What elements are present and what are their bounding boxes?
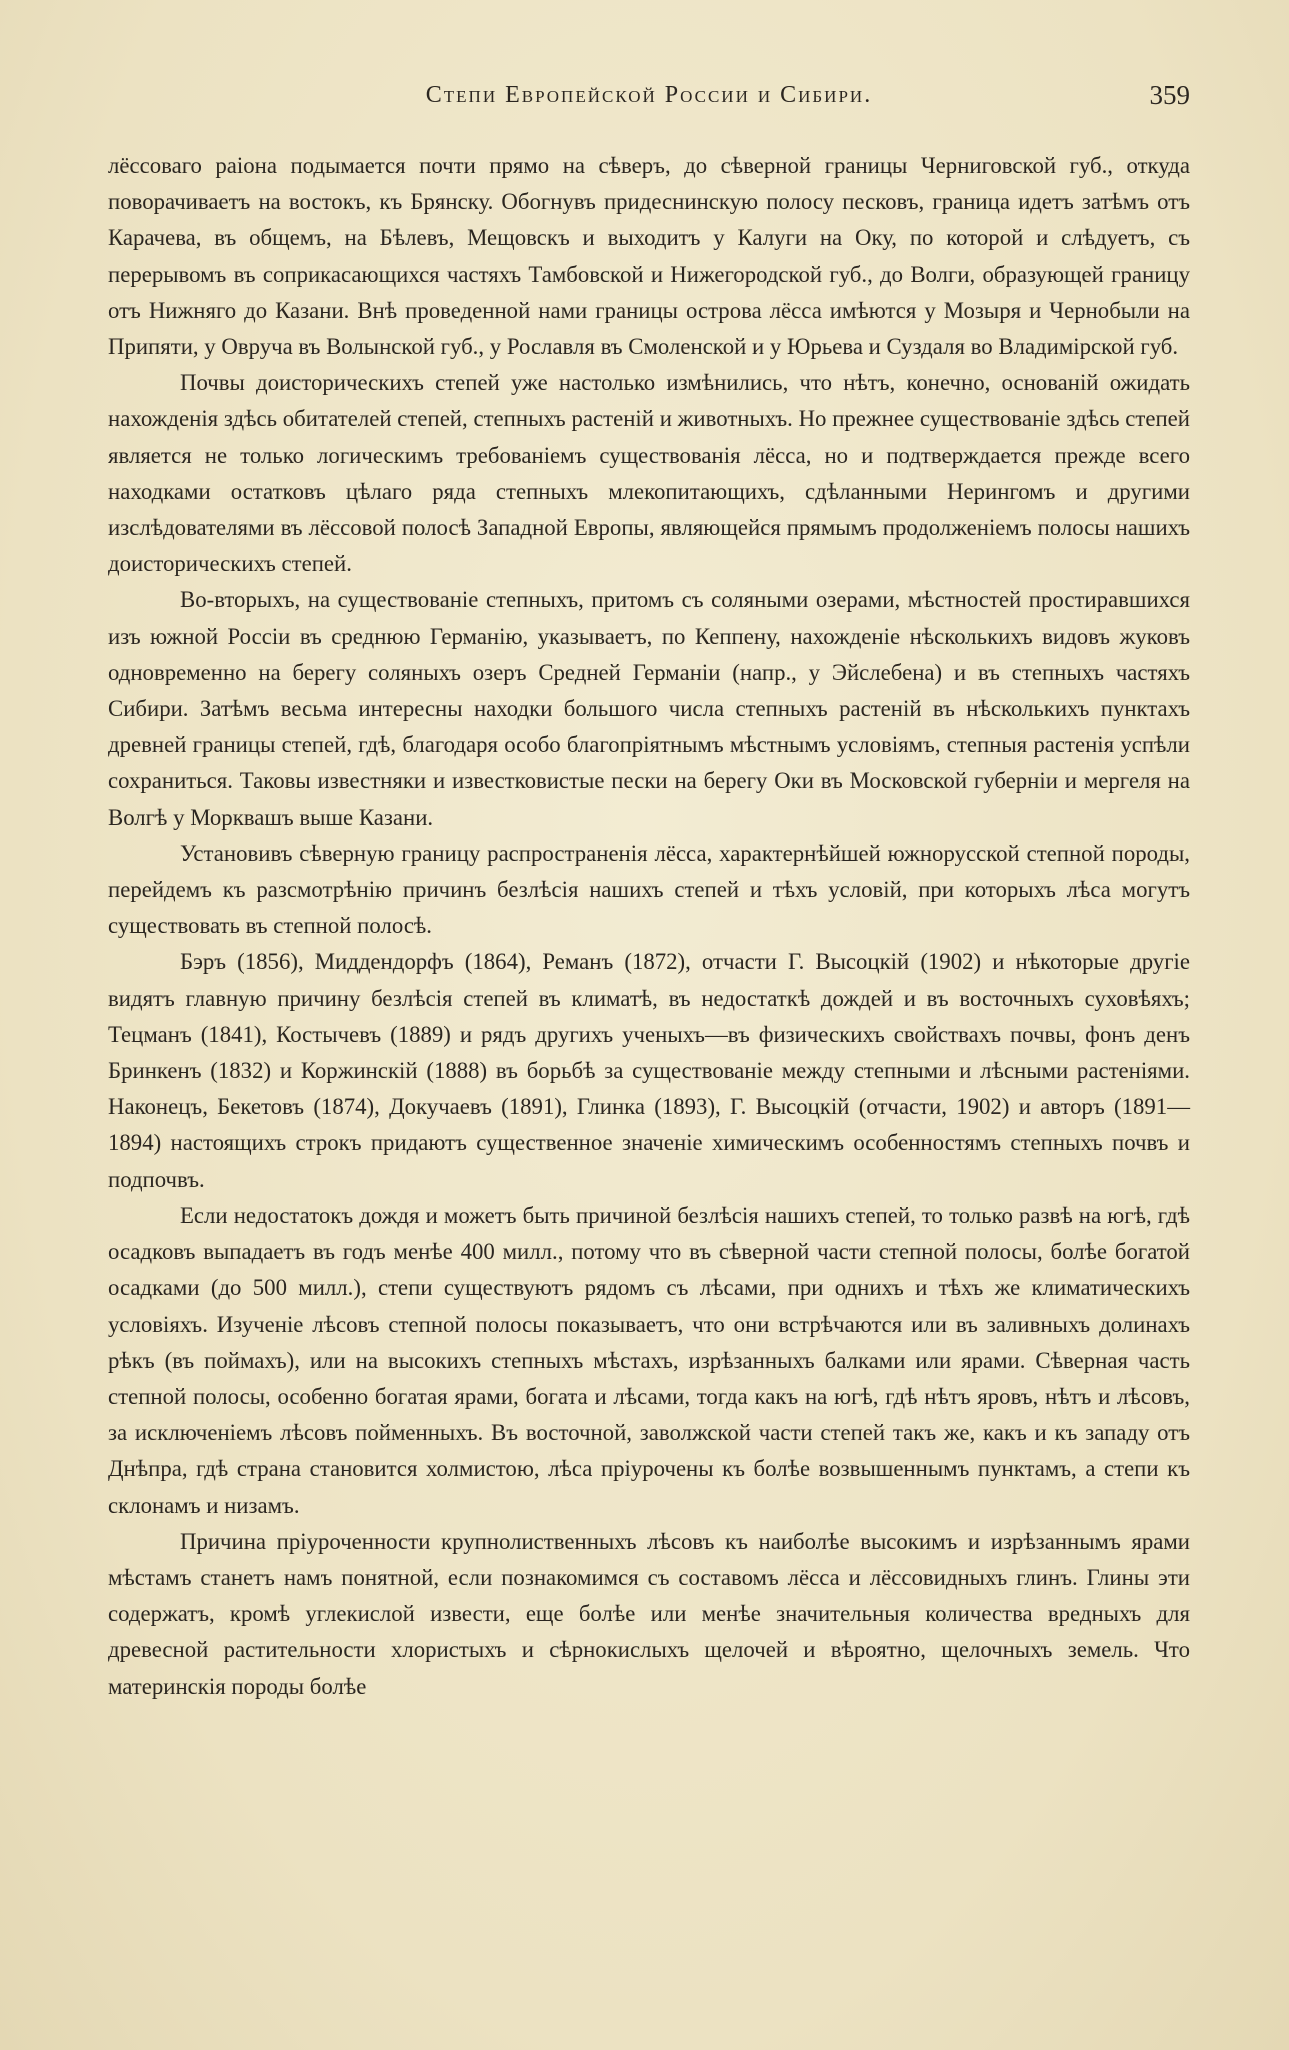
paragraph: Установивъ сѣверную границу распространенія лёсса, характернѣйшей южнорусской степной породы, перейдемъ къ разсмотрѣнію причинъ безлѣсія нашихъ степей и тѣхъ условій, при которыхъ лѣса могутъ существовать въ степной полосѣ. [108,840,1190,939]
paragraph: Во-вторыхъ, на существованіе степныхъ, притомъ съ соляными озерами, мѣстностей простиравшихся изъ южной Россіи въ среднюю Германію, указываетъ, по Кеппену, нахожденіе нѣсколькихъ видовъ жуковъ одновременно на берегу соляныхъ озеръ Средней Германіи (напр., у Эйслебена) и въ степныхъ частяхъ Сибири. Затѣмъ весьма интересны находки большого числа степныхъ растеній въ нѣсколькихъ пунктахъ древней границы степей, гдѣ, благодаря особо благопріятнымъ мѣстнымъ условіямъ, степныя растенія успѣли сохраниться. Таковы известняки и известковистые пески на берегу Оки въ Московской губерніи и мергеля на Волгѣ у Морквашъ выше Казани. [108,587,1190,830]
page-number: 359 [1149,80,1190,110]
paragraph: Бэръ (1856), Миддендорфъ (1864), Реманъ (1872), отчасти Г. Высоцкій (1902) и нѣкоторые другіе видятъ главную причину безлѣсія степей въ климатѣ, въ недостаткѣ дождей и въ восточныхъ суховѣяхъ; Тецманъ (1841), Костычевъ (1889) и рядъ другихъ ученыхъ—въ физическихъ свойствахъ почвы, фонъ денъ Бринкенъ (1832) и Коржинскій (1888) въ борьбѣ за существованіе между степными и лѣсными растеніями. Наконецъ, Бекетовъ (1874), Докучаевъ (1891), Глинка (1893), Г. Высоцкій (отчасти, 1902) и авторъ (1891—1894) настоящихъ строкъ придаютъ существенное значеніе химическимъ особенностямъ степныхъ почвъ и подпочвъ. [108,949,1190,1192]
paragraph: Причина пріуроченности крупнолиственныхъ лѣсовъ къ наиболѣе высокимъ и изрѣзаннымъ ярами мѣстамъ станетъ намъ понятной, если познакомимся съ составомъ лёсса и лёссовидныхъ глинъ. Глины эти содержатъ, кромѣ углекислой извести, еще болѣе или менѣе значительныя количества вредныхъ для древесной растительности хлористыхъ и сѣрнокислыхъ щелочей и вѣроятно, щелочныхъ земель. Что материнскія породы болѣе [108,1528,1190,1699]
body-text [108,148,1190,1705]
paragraph: Почвы доисторическихъ степей уже настолько измѣнились, что нѣтъ, конечно, основаній ожидать нахожденія здѣсь обитателей степей, степныхъ растеній и животныхъ. Но прежнее существованіе здѣсь степей является не только логическимъ требованіемъ существованія лёсса, но и подтверждается прежде всего находками остатковъ цѣлаго ряда степныхъ млекопитающихъ, сдѣланными Нерингомъ и другими изслѣдователями въ лёссовой полосѣ Западной Европы, являющейся прямымъ продолженіемъ полосы нашихъ доисторическихъ степей. [108,370,1190,577]
running-title: Степи Европейской России и Сибири. [425,82,873,108]
paragraph: лёссоваго раіона подымается почти прямо на сѣверъ, до сѣверной границы Черниговской губ., откуда поворачиваетъ на востокъ, къ Брянску. Обогнувъ придеснинскую полосу песковъ, граница идетъ затѣмъ отъ Карачева, въ общемъ, на Бѣлевъ, Мещовскъ и выходитъ у Калуги на Оку, по которой и слѣдуетъ, съ перерывомъ въ соприкасающихся частяхъ Тамбовской и Нижегородской губ., до Волги, образующей границу отъ Нижняго до Казани. Внѣ проведенной нами границы острова лёсса имѣются у Мозыря и Чернобыли на Припяти, у Овруча въ Волынской губ., у Рославля въ Смоленской и у Юрьева и Суздаля во Владимірской губ. [108,153,1190,360]
paragraph: Если недостатокъ дождя и можетъ быть причиной безлѣсія нашихъ степей, то только развѣ на югѣ, гдѣ осадковъ выпадаетъ въ годъ менѣе 400 милл., потому что въ сѣверной части степной полосы, болѣе богатой осадками (до 500 милл.), степи существуютъ рядомъ съ лѣсами, при однихъ и тѣхъ же климатическихъ условіяхъ. Изученіе лѣсовъ степной полосы показываетъ, что они встрѣчаются или въ заливныхъ долинахъ рѣкъ (въ поймахъ), или на высокихъ степныхъ мѣстахъ, изрѣзанныхъ балками или ярами. Сѣверная часть степной полосы, особенно богатая ярами, богата и лѣсами, тогда какъ на югѣ, гдѣ нѣтъ яровъ, нѣтъ и лѣсовъ, за исключеніемъ лѣсовъ пойменныхъ. Въ восточной, заволжской части степей такъ же, какъ и къ западу отъ Днѣпра, гдѣ страна становится холмистою, лѣса пріурочены къ болѣе возвышеннымъ пунктамъ, а степи къ склонамъ и низамъ. [108,1202,1190,1518]
page-header [108,82,1190,122]
